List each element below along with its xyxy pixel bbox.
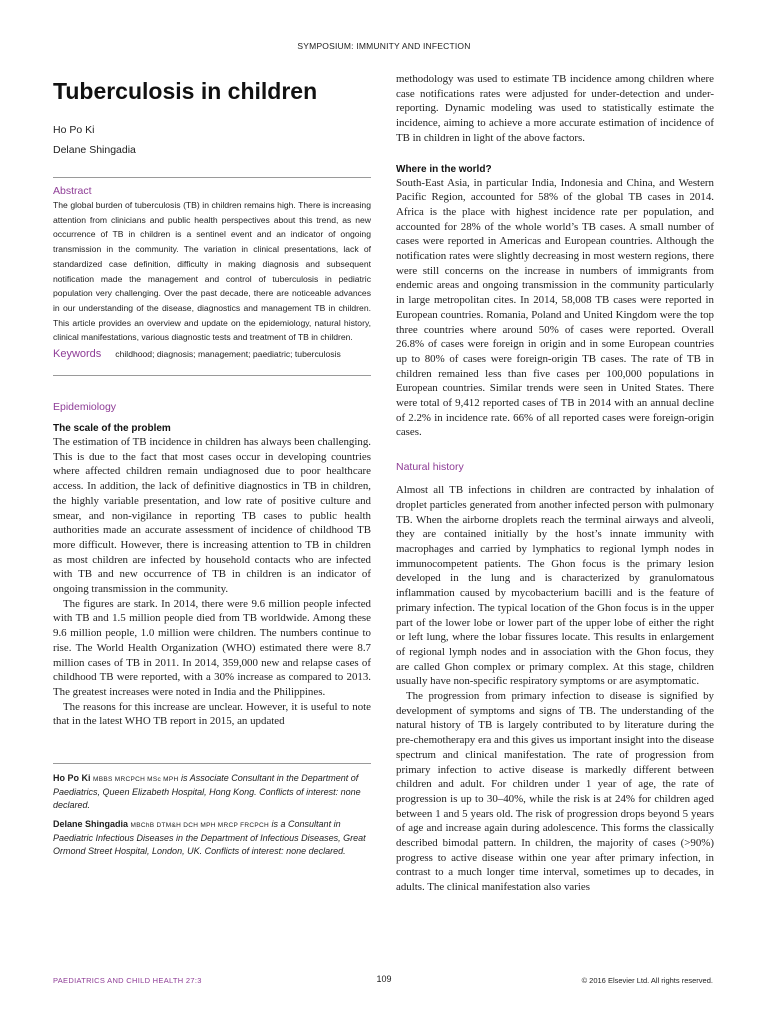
- methodology-paragraph: methodology was used to estimate TB incidence among children where case notifications rates were adjusted for under-detection and under-reporting. Dynamic modeling was used to statistically estimate the incidence, aiming to achieve a more accurate estimation of incidence of TB in children in light of the above factors.: [396, 73, 714, 144]
- keywords-bottom-rule: [53, 375, 371, 376]
- affiliation-rule: [53, 763, 371, 764]
- footer-journal: PAEDIATRICS AND CHILD HEALTH 27:3: [53, 976, 202, 985]
- epidemiology-paragraph-1: The estimation of TB incidence in children has always been challenging. This is due to the fact that most cases occur in developing countries where affected children remain undiagnosed due to poor healthcare access. In addition, the lack of definitive diagnostics in TB in children, the highly variable presentation, and low rate of positive culture and smear, and non-vigilance in reporting TB cases to public health authorities made an accurate assessment of incidence of childhood TB more difficult. However, there is increasing attention to TB in children as most children are infected by household contacts who are infected with TB and new occurrence of TB in children is an indicator of ongoing transmission in the community.: [53, 436, 371, 596]
- epidemiology-paragraph-2: The figures are stark. In 2014, there were 9.6 million people infected with TB and 1.5 million people died from TB worldwide. Among these 9.6 million people, 1.0 million were children. The numbers continue to rise. The World Health Organization (WHO) estimated there were 8.7 million cases of TB in 2011. In 2014, 359,000 new and relapse cases of childhood TB were reported, with a 30% increase as compared to 2013. The greatest increases were noted in India and the Philippines.: [53, 597, 371, 698]
- article-title: Tuberculosis in children: [53, 78, 318, 104]
- keywords-text: childhood; diagnosis; management; paediatric; tuberculosis: [115, 349, 341, 360]
- abstract-text: The global burden of tuberculosis (TB) in children remains high. There is increasing attention from clinicians and public health perspectives about this trend, as new occurrence of TB in children is a sentinel event and an indicator of ongoing transmission in the community. The variation in clinical presentations, lack of standardized case definition, difficulty in making diagnosis and subsequent notification made the management and control of tuberculosis in pediatric population very challenging. Over the past decade, there are noticeable advances in our understanding of the disease, diagnostics and management TB in children. This article provides an overview and update on the epidemiology, natural history, clinical manifestations, various diagnostic tests and treatment of TB in children.: [53, 200, 371, 343]
- where-subheading: Where in the world?: [396, 163, 492, 175]
- footer-page-number: 109: [376, 974, 392, 984]
- natural-history-paragraph-1: Almost all TB infections in children are contracted by inhalation of droplet particles generated from another infected person with pulmonary TB. When the airborne droplets reach the terminal airways and alveoli, they are contained initially by the host’s innate immunity with macrophages and carried by lymphatics to regional lymph nodes in immunocompetent patients. The Ghon focus is the primary lesion developed in the lung and is characterized by granulomatous inflammation caused by mycobacterium bacilli and is the feature of primary infection. The typical location of the Ghon focus is in the upper part of the lower lobe or lower part of the upper lobe of either the right or left lung, where the lobar fissures locate. This results in enlargement of regional lymph nodes and in association with the Ghon focus, they are called Ghon complex or primary complex. At this stage, children usually have non-specific respiratory symptoms or are asymptomatic.: [396, 484, 714, 688]
- natural-history-paragraph-2: The progression from primary infection to disease is signified by development of symptoms and signs of TB. The understanding of the natural history of TB is largely contributed to by literature during the pre-chemotherapy era and this gives us important insight into the disease spectrum and clinical manifestation. The rate of progression from primary infection to active disease is markedly different between children and adult. For children under 1 year of age, the rate of progression is up to 30–40%, while the risk is at 24% for children aged between 1 and 5 years old. The risk of progression drops beyond 5 years of age and increase again during adolescence. This forms the classically described bimodal pattern. In children, the majority of cases (>90%) progress to active disease within one year after primary infection, in contrast to a much longer time interval, sometimes up to decades, in adults. The clinical manifestation also varies: [396, 690, 714, 894]
- left-column: [53, 72, 371, 857]
- affiliation-1-text: is Associate Consultant in the Department of Paediatrics, Queen Elizabeth Hospital, Hong Kong. Conflicts of interest: none declared.: [53, 773, 361, 810]
- abstract-top-rule: [53, 177, 371, 178]
- where-paragraph: South-East Asia, in particular India, Indonesia and China, and Western Pacific Region, accounted for 58% of the global TB cases in 2014. Africa is the place with highest incidence rate per population, and accounted for 28% of the whole world’s TB cases. A small number of cases were reported in Americas and European countries. Although the notification rates were slightly decreasing in most western regions, there were still concerns on the increase in numbers of immigrants from endemic areas and ongoing transmission in the community particularly in large metropolitan cites. In 2014, 58,008 TB cases were reported in European countries. Romania, Poland and United Kingdom were the top three countries where around 50% of cases were reported. Overall 26.8% of cases were foreign in origin and in some European countries up to 80% of cases were foreign-origin TB cases. The rate of TB in children remained less than five cases per 100,000 populations in European countries. Similar trends were seen in United States. There were total of 9,412 reported cases of TB in 2014 with an annual decline of 2.2% in incidence rate. 66% of all reported cases were foreign-origin cases.: [396, 176, 714, 439]
- affiliation-2-credentials: MBChB DTM&H DCH MPH MRCP FRCPCH: [130, 821, 270, 829]
- natural-history-heading: Natural history: [396, 461, 464, 474]
- epidemiology-heading: Epidemiology: [53, 401, 117, 414]
- right-column: [396, 72, 714, 895]
- affiliation-1: [53, 772, 371, 811]
- affiliation-2: [53, 818, 371, 857]
- affiliation-1-name: Ho Po Ki: [53, 773, 91, 784]
- footer-copyright: © 2016 Elsevier Ltd. All rights reserved.: [581, 976, 713, 985]
- author-2: Delane Shingadia: [53, 144, 136, 156]
- scale-subheading: The scale of the problem: [53, 423, 171, 435]
- epidemiology-paragraph-3: The reasons for this increase are unclear. However, it is useful to note that in the latest WHO TB report in 2015, an updated: [53, 700, 371, 728]
- keywords: [53, 347, 371, 361]
- abstract-heading: Abstract: [53, 185, 92, 197]
- running-header: SYMPOSIUM: IMMUNITY AND INFECTION: [297, 41, 471, 51]
- keywords-label: Keywords: [53, 348, 102, 361]
- affiliation-2-text: is a Consultant in Paediatric Infectious Diseases in the Department of Infectious Diseases, Great Ormond Street Hospital, London, UK. Conflicts of interest: none declared.: [53, 818, 366, 856]
- affiliation-2-name: Delane Shingadia: [53, 818, 129, 829]
- author-1: Ho Po Ki: [53, 124, 95, 136]
- affiliation-1-credentials: MBBS MRCPCH MSc MPH: [93, 776, 179, 784]
